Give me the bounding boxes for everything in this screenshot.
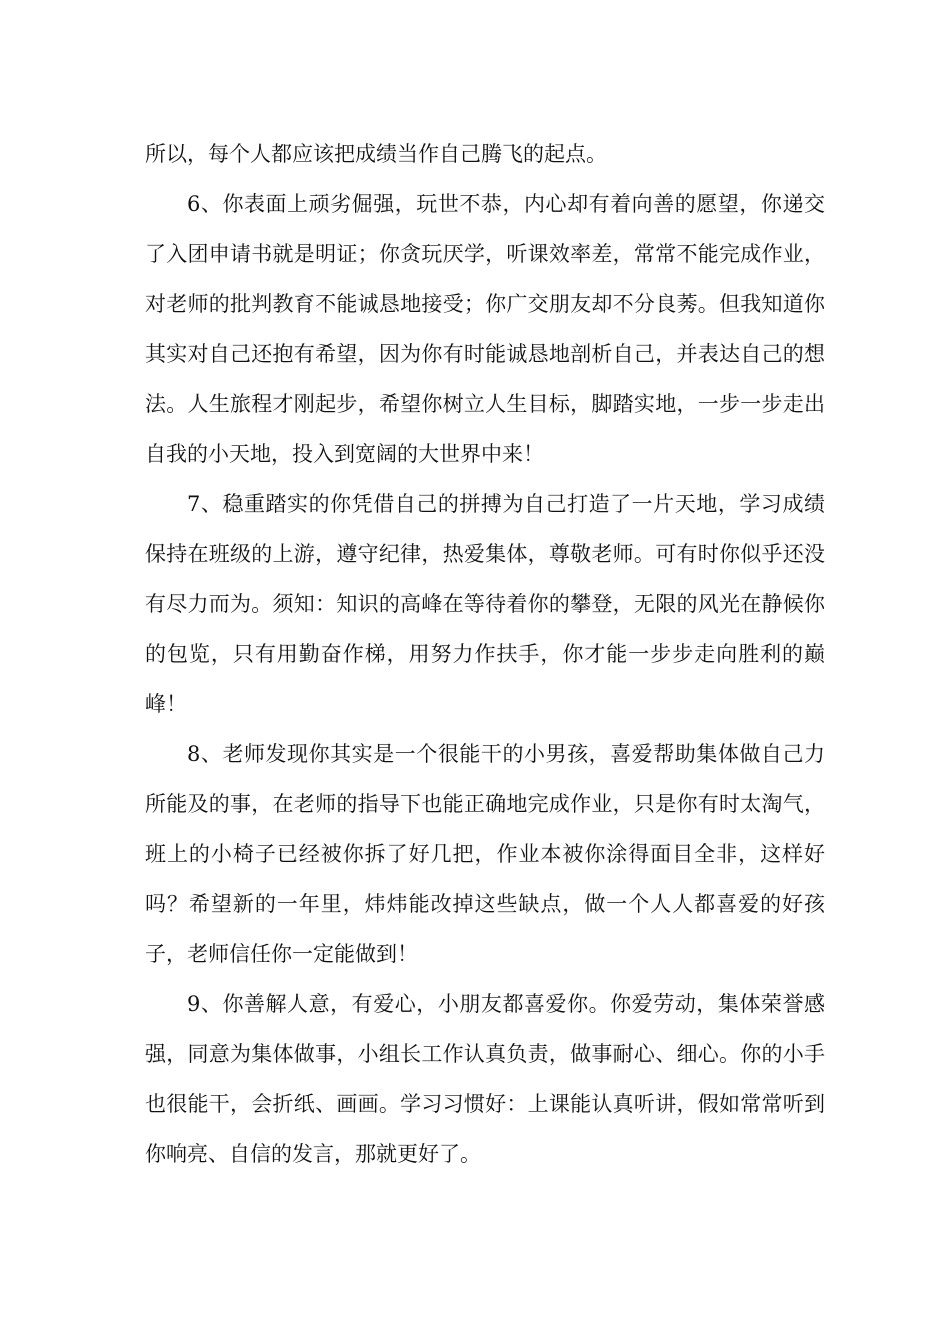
paragraph-item-9: 9、你善解人意，有爱心，小朋友都喜爱你。你爱劳动，集体荣誉感强，同意为集体做事，小组长工作认真负责，做事耐心、细心。你的小手也很能干，会折纸、画画。学习习惯好：上课能认真听讲，假如常常听到你响亮、自信的发言，那就更好了。: [145, 992, 825, 1166]
paragraph-item-8: 8、老师发现你其实是一个很能干的小男孩，喜爱帮助集体做自己力所能及的事，在老师的指导下也能正确地完成作业，只是你有时太淘气，班上的小椅子已经被你拆了好几把，作业本被你涂得面目全非，这样好吗？希望新的一年里，炜炜能改掉这些缺点，做一个人人都喜爱的好孩子，老师信任你一定能做到！: [145, 742, 825, 966]
paragraph-item-6: 6、你表面上顽劣倔强，玩世不恭，内心却有着向善的愿望，你递交了入团申请书就是明证；你贪玩厌学，听课效率差，常常不能完成作业，对老师的批判教育不能诚恳地接受；你广交朋友却不分良莠。但我知道你其实对自己还抱有希望，因为你有时能诚恳地剖析自己，并表达自己的想法。人生旅程才刚起步，希望你树立人生目标，脚踏实地，一步一步走出自我的小天地，投入到宽阔的大世界中来！: [145, 192, 825, 466]
document-page: [145, 129, 825, 1179]
paragraph-item-7: 7、稳重踏实的你凭借自己的拼搏为自己打造了一片天地，学习成绩保持在班级的上游，遵守纪律，热爱集体，尊敬老师。可有时你似乎还没有尽力而为。须知：知识的高峰在等待着你的攀登，无限的风光在静候你的包览，只有用勤奋作梯，用努力作扶手，你才能一步步走向胜利的巅峰！: [145, 492, 825, 716]
paragraph-continuation: 所以，每个人都应该把成绩当作自己腾飞的起点。: [145, 142, 607, 166]
